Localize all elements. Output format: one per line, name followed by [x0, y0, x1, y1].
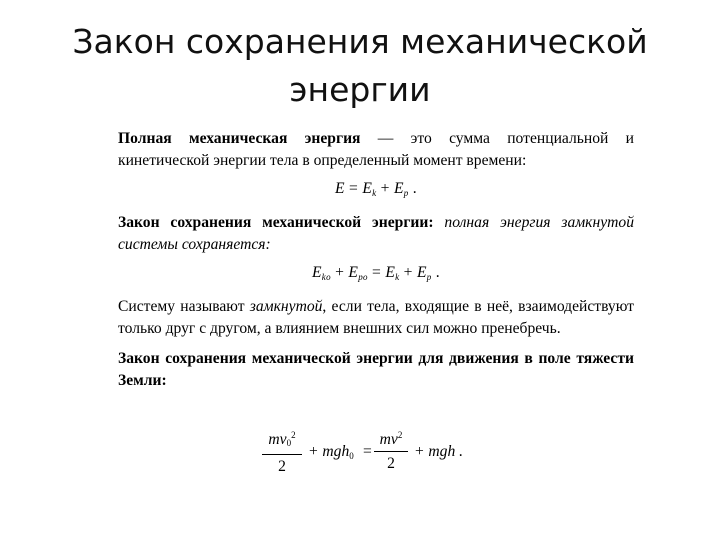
- fraction-numerator: [262, 425, 302, 453]
- definition-text: — это сумма потенциальной и кинетической энергии тела в определенный момент времени:: [118, 130, 634, 169]
- definition-paragraph: [118, 128, 634, 172]
- closed-system-text: Систему называют: [118, 298, 250, 315]
- definition-term: Полная механическая энергия: [118, 130, 361, 147]
- formula-symbol: E: [311, 264, 322, 281]
- formula-term: + mgh .: [414, 443, 464, 460]
- gravity-law-paragraph: [118, 348, 634, 392]
- formula-subscript: ko: [321, 272, 331, 282]
- formula-subscript: p: [426, 272, 432, 282]
- formula-symbol: E: [416, 264, 427, 281]
- document-body: [118, 128, 634, 392]
- formula-operator: .: [408, 180, 417, 197]
- law-paragraph: [118, 212, 634, 256]
- formula-operator: +: [330, 264, 349, 281]
- formula-term: [308, 443, 354, 461]
- title-line-1: Закон сохранения механической: [72, 22, 648, 61]
- formula-total-energy: [118, 178, 634, 204]
- formula-symbol: E: [362, 180, 373, 197]
- formula-symbol: + mgh: [308, 443, 350, 460]
- formula-subscript: k: [395, 272, 400, 282]
- spacer: [118, 340, 634, 348]
- formula-symbol: E: [385, 264, 396, 281]
- title-line-2: энергии: [289, 70, 431, 109]
- formula-subscript: po: [358, 272, 368, 282]
- formula-subscript: 0: [349, 451, 354, 461]
- law-term: Закон сохранения механической энергии:: [118, 214, 434, 231]
- formula-operator: .: [431, 264, 441, 281]
- formula-operator: +: [376, 180, 394, 197]
- formula-subscript: 0: [286, 438, 292, 448]
- formula-symbol: E: [335, 180, 345, 197]
- closed-system-paragraph: [118, 296, 634, 340]
- formula-conservation: [118, 262, 634, 288]
- gravity-law-term: Закон сохранения механической энергии для движения в поле тяжести Земли:: [118, 350, 634, 389]
- formula-superscript: 2: [291, 430, 296, 440]
- fraction-right: [374, 425, 408, 474]
- formula-superscript: 2: [397, 430, 403, 440]
- closed-system-text: , если тела, входящие в неё, взаимодействуют только друг с другом, а влиянием внешних сил можно пренебречь.: [118, 298, 634, 337]
- fraction-left: [262, 425, 302, 477]
- formula-gravity: [262, 425, 482, 481]
- formula-subscript: k: [372, 188, 377, 198]
- formula-symbol: E: [393, 180, 404, 197]
- formula-symbol: mv: [379, 431, 398, 448]
- fraction-bar: [374, 451, 408, 452]
- page-title: [40, 18, 680, 114]
- fraction-denominator: 2: [278, 458, 286, 475]
- formula-symbol: mv: [268, 431, 287, 448]
- closed-system-term: замкнутой: [249, 298, 323, 315]
- formula-subscript: p: [403, 188, 409, 198]
- fraction-denominator: 2: [387, 455, 395, 472]
- fraction-bar: [262, 454, 302, 455]
- formula-operator: +: [399, 264, 417, 281]
- law-text: полная энергия замкнутой системы сохраняется:: [118, 214, 634, 253]
- formula-operator: =: [344, 180, 363, 197]
- formula-symbol: E: [348, 264, 359, 281]
- formula-operator: =: [367, 264, 386, 281]
- fraction-numerator: [374, 425, 408, 450]
- formula-operator: =: [362, 443, 373, 460]
